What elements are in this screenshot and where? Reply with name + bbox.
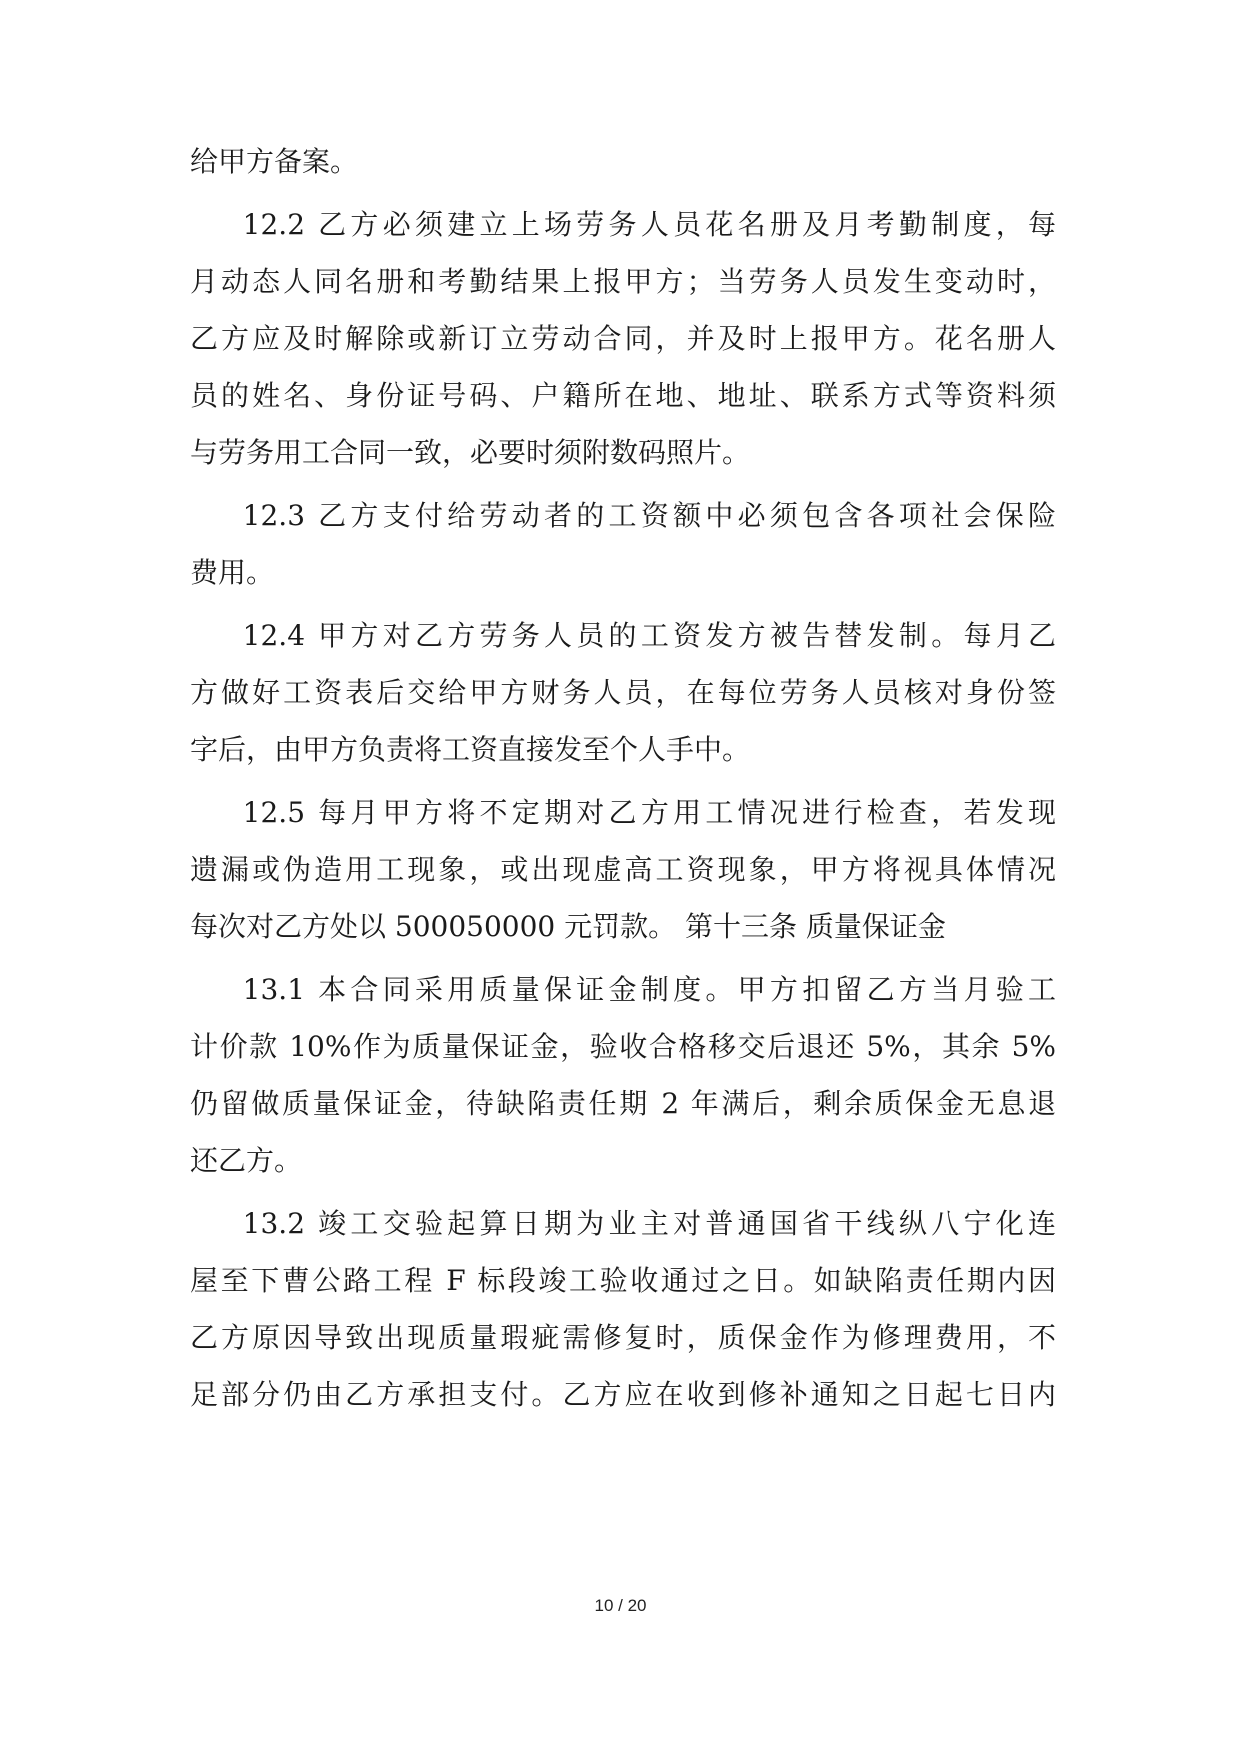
text-line: 12.3 乙方支付给劳动者的工资额中必须包含各项社会保险 <box>190 499 1056 532</box>
text-line: 与劳务用工合同一致，必要时须附数码照片。 <box>190 436 751 469</box>
text-line: 遗漏或伪造用工现象，或出现虚高工资现象，甲方将视具体情况 <box>190 853 1056 886</box>
text-line: 月动态人同名册和考勤结果上报甲方；当劳务人员发生变动时， <box>190 265 1056 298</box>
text-line: 费用。 <box>190 556 275 589</box>
text-line: 给甲方备案。 <box>190 145 359 178</box>
text-line: 还乙方。 <box>190 1144 303 1177</box>
text-line: 每次对乙方处以 500050000 元罚款。 第十三条 质量保证金 <box>190 910 946 943</box>
text-line: 13.1 本合同采用质量保证金制度。甲方扣留乙方当月验工 <box>190 973 1056 1006</box>
text-line: 计价款 10%作为质量保证金，验收合格移交后退还 5%，其余 5% <box>190 1030 1056 1063</box>
text-line: 足部分仍由乙方承担支付。乙方应在收到修补通知之日起七日内 <box>190 1378 1056 1411</box>
text-line: 12.5 每月甲方将不定期对乙方用工情况进行检查，若发现 <box>190 796 1056 829</box>
text-line: 12.2 乙方必须建立上场劳务人员花名册及月考勤制度，每 <box>190 208 1056 241</box>
text-line: 13.2 竣工交验起算日期为业主对普通国省干线纵八宁化连 <box>190 1207 1056 1240</box>
text-line: 乙方原因导致出现质量瑕疵需修复时，质保金作为修理费用，不 <box>190 1321 1056 1354</box>
text-line: 乙方应及时解除或新订立劳动合同，并及时上报甲方。花名册人 <box>190 322 1056 355</box>
text-line: 方做好工资表后交给甲方财务人员，在每位劳务人员核对身份签 <box>190 676 1056 709</box>
page-number: 10 / 20 <box>594 1596 647 1615</box>
text-line: 屋至下曹公路工程 F 标段竣工验收通过之日。如缺陷责任期内因 <box>190 1264 1056 1297</box>
text-line: 员的姓名、身份证号码、户籍所在地、地址、联系方式等资料须 <box>190 379 1056 412</box>
text-line: 12.4 甲方对乙方劳务人员的工资发方被告替发制。每月乙 <box>190 619 1056 652</box>
text-line: 仍留做质量保证金，待缺陷责任期 2 年满后，剩余质保金无息退 <box>190 1087 1056 1120</box>
text-line: 字后，由甲方负责将工资直接发至个人手中。 <box>190 733 751 766</box>
